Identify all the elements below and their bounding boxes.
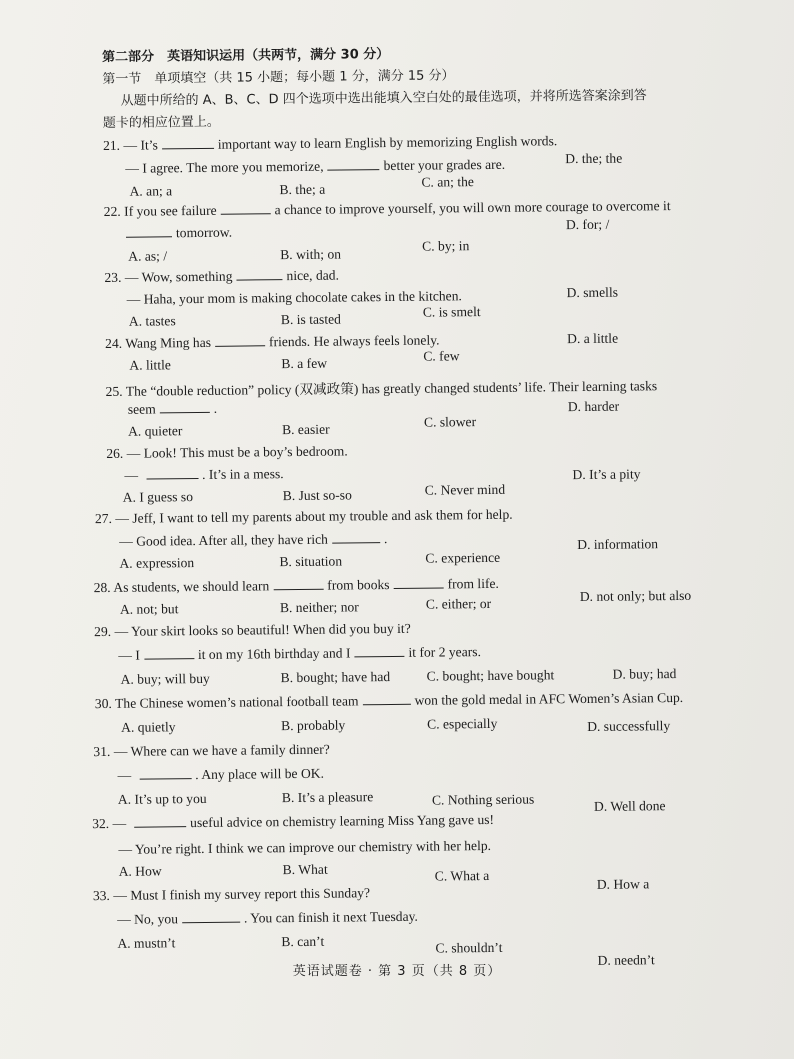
question-21-reply: — I agree. The more you memorize, better your grades are. <box>125 156 506 176</box>
question-23-reply: — Haha, your mom is making chocolate cakes in the kitchen. <box>126 288 462 307</box>
option-28-d: D. not only; but also <box>579 587 692 605</box>
question-26-reply: — . It’s in a mess. <box>124 466 284 483</box>
option-23-b: B. is tasted <box>280 311 341 328</box>
option-30-b: B. probably <box>281 717 346 734</box>
option-26-d: D. It’s a pity <box>572 466 641 483</box>
instruction-line-2: 题卡的相应位置上。 <box>102 114 220 131</box>
question-31-reply: — . Any place will be OK. <box>117 765 325 783</box>
exam-content <box>92 39 742 968</box>
option-31-a: A. It’s up to you <box>117 790 207 807</box>
question-29-reply: — I it on my 16th birthday and I it for 2 years. <box>118 644 482 663</box>
option-25-d: D. harder <box>567 398 620 415</box>
answer-blank <box>160 401 210 414</box>
question-24-stem: 24. Wang Ming has friends. He always feels lonely. <box>105 332 440 351</box>
answer-blank <box>273 578 323 591</box>
option-22-b: B. with; on <box>280 246 342 263</box>
question-29-stem: 29. — Your skirt looks so beautiful! When did you buy it? <box>94 620 411 640</box>
answer-blank <box>354 645 404 658</box>
answer-blank <box>332 531 380 544</box>
option-23-a: A. tastes <box>128 313 176 329</box>
option-21-b: B. the; a <box>279 181 326 198</box>
option-26-b: B. Just so-so <box>282 487 352 504</box>
question-21-stem: 21. — It’s important way to learn English by memorizing English words. <box>102 133 558 153</box>
option-29-b: B. bought; have had <box>280 669 391 686</box>
answer-blank <box>134 815 186 828</box>
option-27-c: C. experience <box>425 549 501 566</box>
question-22-stem: 22. If you see failure a chance to improve yourself, you will own more courage to overcome it <box>103 198 671 219</box>
option-29-a: A. buy; will buy <box>120 670 210 687</box>
question-27-stem: 27. — Jeff, I want to tell my parents about my trouble and ask them for help. <box>94 506 513 527</box>
option-21-c: C. an; the <box>421 174 475 190</box>
option-21-a: A. an; a <box>129 183 173 199</box>
question-32-reply: — You’re right. I think we can improve our chemistry with her help. <box>118 837 492 857</box>
option-27-b: B. situation <box>279 553 343 570</box>
answer-blank <box>182 911 240 924</box>
answer-blank <box>215 334 265 347</box>
answer-blank <box>162 137 214 150</box>
question-23-stem: 23. — Wow, something nice, dad. <box>104 267 340 285</box>
option-29-d: D. buy; had <box>612 666 677 682</box>
option-25-b: B. easier <box>281 421 330 438</box>
answer-blank <box>146 467 198 480</box>
option-33-c: C. shouldn’t <box>435 939 503 956</box>
option-23-d: D. smells <box>566 284 619 301</box>
option-32-d: D. How a <box>596 876 650 892</box>
option-30-d: D. successfully <box>587 718 671 734</box>
answer-blank <box>144 647 194 660</box>
section-title: 第一节 单项填空（共 15 小题；每小题 1 分，满分 15 分） <box>102 68 455 87</box>
option-26-a: A. I guess so <box>122 489 194 505</box>
option-22-d: D. for; / <box>565 216 610 233</box>
question-33-reply: — No, you . You can finish it next Tuesday. <box>117 908 418 927</box>
option-28-a: A. not; but <box>119 601 179 617</box>
option-26-c: C. Never mind <box>424 481 506 498</box>
option-23-c: C. is smelt <box>422 304 481 320</box>
option-30-a: A. quietly <box>121 719 176 735</box>
option-28-b: B. neither; nor <box>279 599 359 616</box>
question-26-stem: 26. — Look! This must be a boy’s bedroom. <box>106 443 348 461</box>
answer-blank <box>139 767 191 780</box>
option-25-a: A. quieter <box>127 423 183 439</box>
option-32-b: B. What <box>282 861 328 878</box>
question-33-stem: 33. — Must I finish my survey report this Sunday? <box>92 885 371 904</box>
question-31-stem: 31. — Where can we have a family dinner? <box>93 741 330 760</box>
option-22-a: A. as; / <box>128 248 168 264</box>
option-32-c: C. What a <box>434 867 490 884</box>
question-25-stem: 25. The “double reduction” policy (双减政策) has greatly changed students’ life. Their learning tasks <box>105 378 658 399</box>
option-24-a: A. little <box>129 357 171 373</box>
part-title: 第二部分 英语知识运用（共两节，满分 30 分） <box>102 46 390 65</box>
option-27-d: D. information <box>577 536 659 553</box>
question-28-stem: 28. As students, we should learn from books from life. <box>93 575 499 596</box>
option-24-b: B. a few <box>281 355 328 372</box>
option-25-c: C. slower <box>423 414 477 430</box>
option-31-d: D. Well done <box>593 798 666 814</box>
question-22-continued: tomorrow. <box>126 225 232 242</box>
answer-blank <box>393 576 443 589</box>
option-27-a: A. expression <box>119 555 195 571</box>
page-footer: 英语试题卷 · 第 3 页（共 8 页） <box>292 964 502 979</box>
answer-blank <box>126 225 172 237</box>
option-31-b: B. It’s a pleasure <box>281 789 374 806</box>
option-24-c: C. few <box>423 348 460 364</box>
option-30-c: C. especially <box>427 715 498 732</box>
answer-blank <box>327 158 379 171</box>
question-32-stem: 32. — useful advice on chemistry learning Miss Yang gave us! <box>92 811 495 832</box>
answer-blank <box>236 268 282 280</box>
option-24-d: D. a little <box>567 330 619 347</box>
answer-blank <box>362 693 410 706</box>
option-31-c: C. Nothing serious <box>431 791 535 808</box>
question-30-stem: 30. The Chinese women’s national football team won the gold medal in AFC Women’s Asian Cup. <box>94 689 684 712</box>
option-33-a: A. mustn’t <box>117 935 176 951</box>
answer-blank <box>221 202 271 215</box>
option-33-d: D. needn’t <box>597 952 655 968</box>
option-33-b: B. can’t <box>281 933 325 950</box>
question-25-continued: seem . <box>127 400 218 417</box>
option-21-d: D. the; the <box>565 150 623 167</box>
option-29-c: C. bought; have bought <box>426 667 555 684</box>
option-32-a: A. How <box>118 863 162 879</box>
option-28-c: C. either; or <box>425 595 492 612</box>
instruction-line-1: 从题中所给的 A、B、C、D 四个选项中选出能填入空白处的最佳选项，并将所选答案涂到答 <box>120 88 647 109</box>
question-27-reply: — Good idea. After all, they have rich . <box>119 531 388 549</box>
option-22-c: C. by; in <box>422 238 470 254</box>
